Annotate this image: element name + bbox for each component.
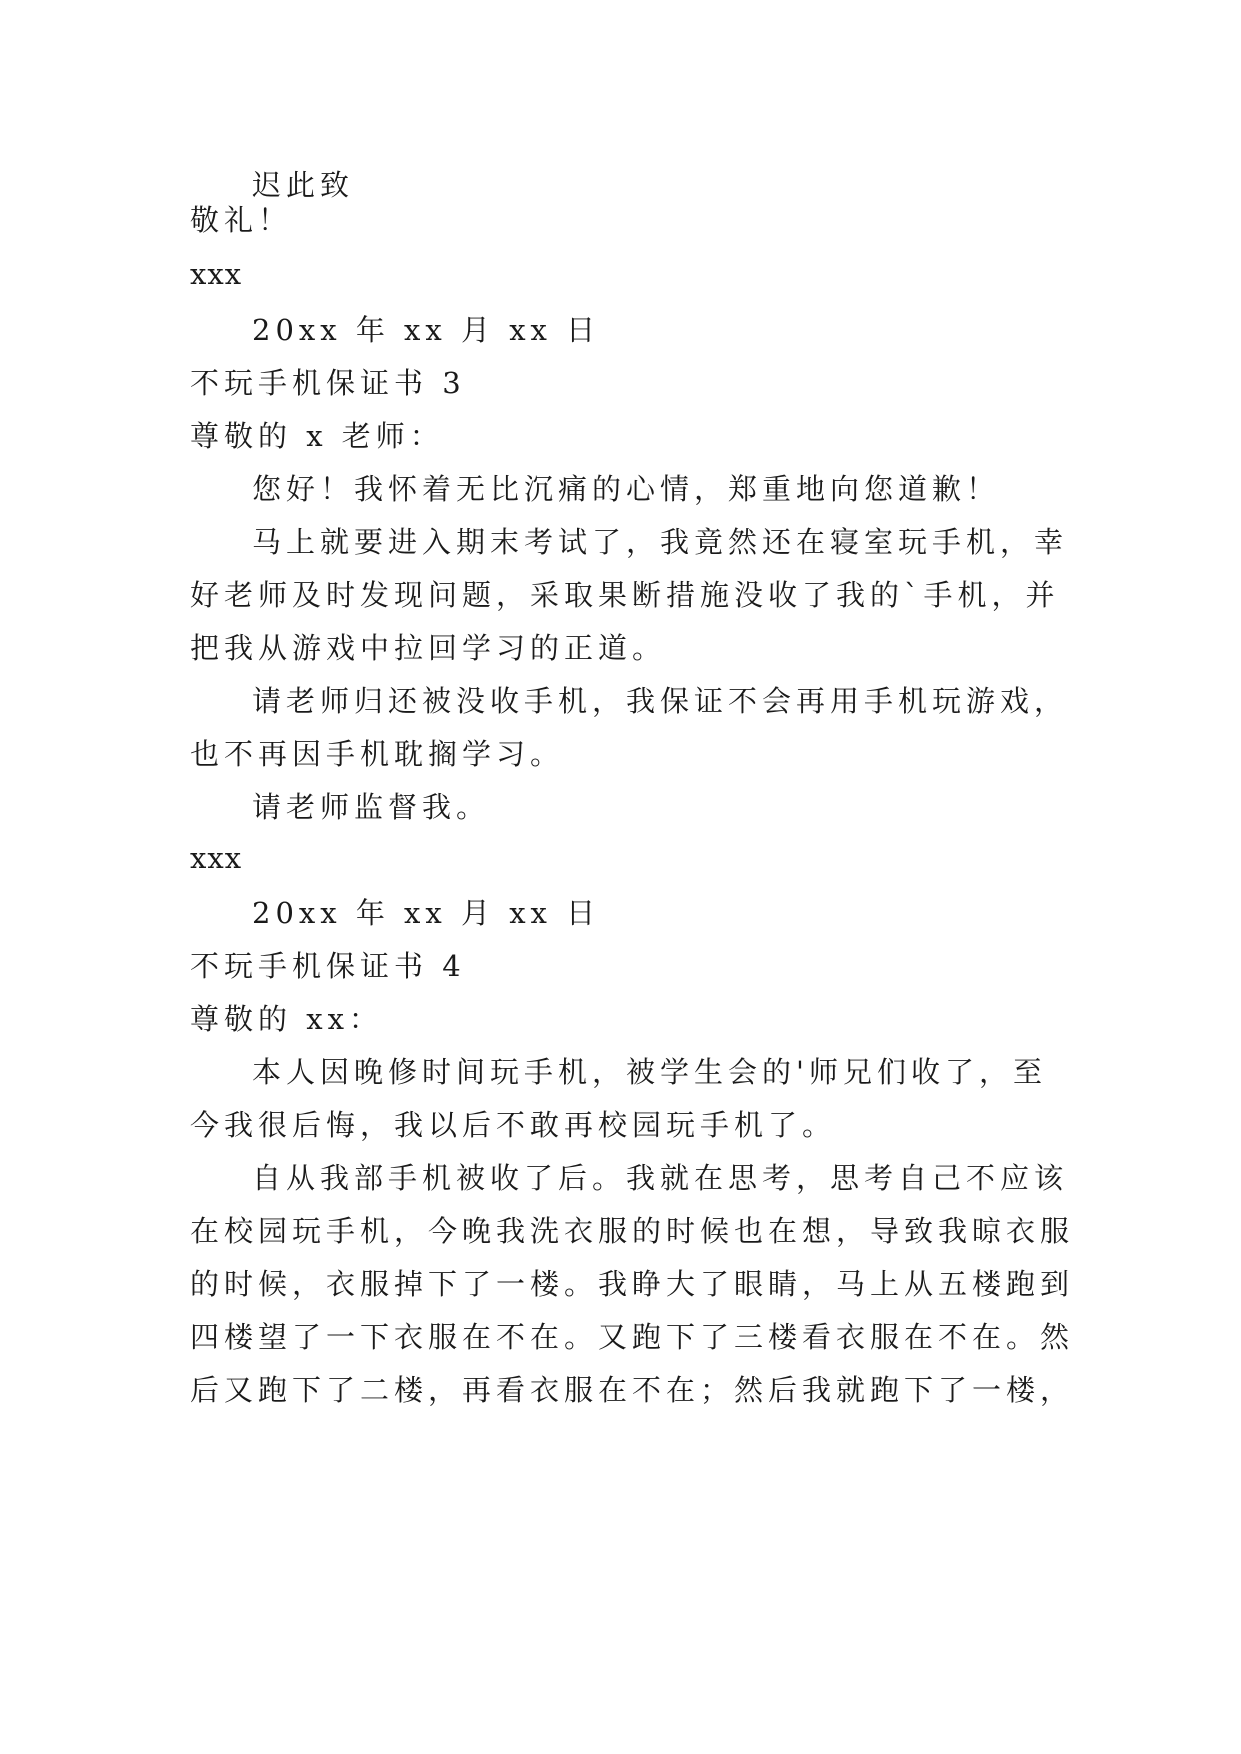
paragraph-line: 把我从游戏中拉回学习的正道。 [190,631,667,665]
paragraph-line: 自从我部手机被收了后。我就在思考，思考自己不应该 [252,1161,1069,1195]
paragraph-line: 您好！我怀着无比沉痛的心情，郑重地向您道歉！ [252,472,1001,506]
greeting: 尊敬的 xx： [190,1002,383,1036]
paragraph-line: 本人因晚修时间玩手机，被学生会的'师兄们收了，至 [252,1055,1047,1089]
greeting: 尊敬的 x 老师： [190,419,444,453]
paragraph-line: 四楼望了一下衣服在不在。又跑下了三楼看衣服在不在。然 [190,1320,1075,1354]
paragraph-line: 请老师归还被没收手机，我保证不会再用手机玩游戏， [252,684,1069,718]
paragraph-line: 今我很后悔，我以后不敢再校园玩手机了。 [190,1108,837,1142]
closing-phrase: 迟此致 [252,168,355,202]
salutation-closing: 敬礼！ [190,203,293,237]
paragraph-line: 马上就要进入期末考试了，我竟然还在寝室玩手机，幸 [252,525,1069,559]
date-line: 20xx 年 xx 月 xx 日 [252,313,601,347]
document-title: 不玩手机保证书 4 [190,949,466,983]
document-title: 不玩手机保证书 3 [190,366,466,400]
paragraph-line: 后又跑下了二楼，再看衣服在不在；然后我就跑下了一楼， [190,1373,1075,1407]
date-line: 20xx 年 xx 月 xx 日 [252,896,601,930]
paragraph-line: 好老师及时发现问题，采取果断措施没收了我的`手机，并 [190,578,1060,612]
paragraph-line: 也不再因手机耽搁学习。 [190,737,565,771]
signature: xxx [190,841,243,875]
paragraph-line: 请老师监督我。 [252,790,491,824]
paragraph-line: 在校园玩手机，今晚我洗衣服的时候也在想，导致我晾衣服 [190,1214,1075,1248]
signature: xxx [190,257,243,291]
paragraph-line: 的时候，衣服掉下了一楼。我睁大了眼睛，马上从五楼跑到 [190,1267,1075,1301]
